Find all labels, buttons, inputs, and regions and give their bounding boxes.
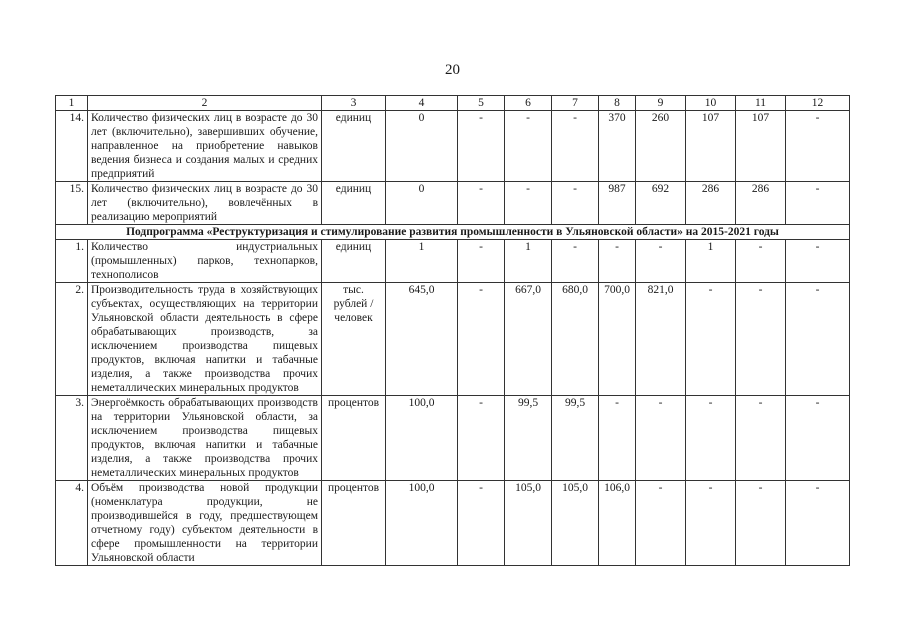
value-cell: -: [552, 240, 599, 283]
header-cell: 6: [505, 96, 552, 111]
value-cell: -: [552, 182, 599, 225]
indicator-name: Количество физических лиц в возрасте до 30 лет (включительно), вовлечённых в реализацию мероприятий: [88, 182, 322, 225]
value-cell: 99,5: [552, 396, 599, 481]
value-cell: 692: [636, 182, 686, 225]
table-row: [56, 240, 850, 283]
value-cell: 0: [386, 111, 458, 182]
header-cell: 1: [56, 96, 88, 111]
value-cell: -: [736, 396, 786, 481]
indicator-name: Энергоёмкость обрабатывающих производств на территории Ульяновской области, за исключением производства пищевых продуктов, включая напитки и табачные изделия, а также производства прочих неметаллических минеральных продуктов: [88, 396, 322, 481]
row-index: 1.: [56, 240, 88, 283]
value-cell: 107: [686, 111, 736, 182]
row-index: 14.: [56, 111, 88, 182]
header-cell: 3: [322, 96, 386, 111]
header-cell: 12: [786, 96, 850, 111]
value-cell: 105,0: [552, 481, 599, 566]
value-cell: 1: [505, 240, 552, 283]
header-cell: 7: [552, 96, 599, 111]
value-cell: -: [686, 481, 736, 566]
value-cell: -: [686, 396, 736, 481]
value-cell: -: [505, 182, 552, 225]
value-cell: 1: [386, 240, 458, 283]
section-title: Подпрограмма «Реструктуризация и стимулирование развития промышленности в Ульяновской области» на 2015-2021 годы: [56, 225, 850, 240]
unit-cell: единиц: [322, 240, 386, 283]
value-cell: -: [786, 481, 850, 566]
indicators-table: [55, 95, 850, 566]
unit-cell: процентов: [322, 481, 386, 566]
table-row: [56, 396, 850, 481]
value-cell: -: [505, 111, 552, 182]
value-cell: -: [458, 111, 505, 182]
value-cell: -: [599, 240, 636, 283]
header-cell: 9: [636, 96, 686, 111]
value-cell: -: [786, 182, 850, 225]
value-cell: 100,0: [386, 481, 458, 566]
value-cell: -: [736, 240, 786, 283]
value-cell: -: [458, 283, 505, 396]
page-number: 20: [445, 62, 460, 78]
value-cell: -: [458, 182, 505, 225]
row-index: 3.: [56, 396, 88, 481]
value-cell: 106,0: [599, 481, 636, 566]
indicator-name: Объём производства новой продукции (номенклатура продукции, не производившейся в году, предшествующем отчетному году) субъектом деятельности в сфере промышленности на территории Ульяновской области: [88, 481, 322, 566]
value-cell: 680,0: [552, 283, 599, 396]
row-index: 2.: [56, 283, 88, 396]
section-row: [56, 225, 850, 240]
value-cell: -: [636, 396, 686, 481]
header-cell: 4: [386, 96, 458, 111]
value-cell: 105,0: [505, 481, 552, 566]
table-row: [56, 283, 850, 396]
value-cell: -: [736, 283, 786, 396]
indicator-name: Количество физических лиц в возрасте до 30 лет (включительно), завершивших обучение, направленное на приобретение навыков ведения бизнеса и создания малых и средних предприятий: [88, 111, 322, 182]
value-cell: 99,5: [505, 396, 552, 481]
header-row: [56, 96, 850, 111]
value-cell: -: [458, 240, 505, 283]
value-cell: -: [599, 396, 636, 481]
value-cell: 700,0: [599, 283, 636, 396]
header-cell: 2: [88, 96, 322, 111]
value-cell: 286: [686, 182, 736, 225]
header-cell: 10: [686, 96, 736, 111]
value-cell: -: [458, 481, 505, 566]
unit-cell: тыс. рублей / человек: [322, 283, 386, 396]
value-cell: 821,0: [636, 283, 686, 396]
value-cell: -: [552, 111, 599, 182]
table-row: [56, 481, 850, 566]
value-cell: -: [786, 396, 850, 481]
value-cell: -: [458, 396, 505, 481]
row-index: 15.: [56, 182, 88, 225]
header-cell: 8: [599, 96, 636, 111]
value-cell: 667,0: [505, 283, 552, 396]
value-cell: -: [686, 283, 736, 396]
unit-cell: единиц: [322, 182, 386, 225]
indicator-name: Количество индустриальных (промышленных) парков, технопарков, технополисов: [88, 240, 322, 283]
value-cell: -: [636, 481, 686, 566]
value-cell: -: [786, 111, 850, 182]
table-row: [56, 111, 850, 182]
value-cell: 260: [636, 111, 686, 182]
value-cell: -: [786, 240, 850, 283]
value-cell: 100,0: [386, 396, 458, 481]
value-cell: 987: [599, 182, 636, 225]
value-cell: 645,0: [386, 283, 458, 396]
value-cell: 1: [686, 240, 736, 283]
indicator-name: Производительность труда в хозяйствующих субъектах, осуществляющих на территории Ульяновской области деятельность в сфере обрабатывающих производств, за исключением производства пищевых продуктов, включая напитки и табачные изделия, а также производства прочих неметаллических минеральных продуктов: [88, 283, 322, 396]
value-cell: -: [786, 283, 850, 396]
table-row: [56, 182, 850, 225]
value-cell: -: [636, 240, 686, 283]
row-index: 4.: [56, 481, 88, 566]
unit-cell: единиц: [322, 111, 386, 182]
value-cell: 286: [736, 182, 786, 225]
header-cell: 11: [736, 96, 786, 111]
value-cell: 0: [386, 182, 458, 225]
value-cell: -: [736, 481, 786, 566]
header-cell: 5: [458, 96, 505, 111]
value-cell: 370: [599, 111, 636, 182]
value-cell: 107: [736, 111, 786, 182]
unit-cell: процентов: [322, 396, 386, 481]
